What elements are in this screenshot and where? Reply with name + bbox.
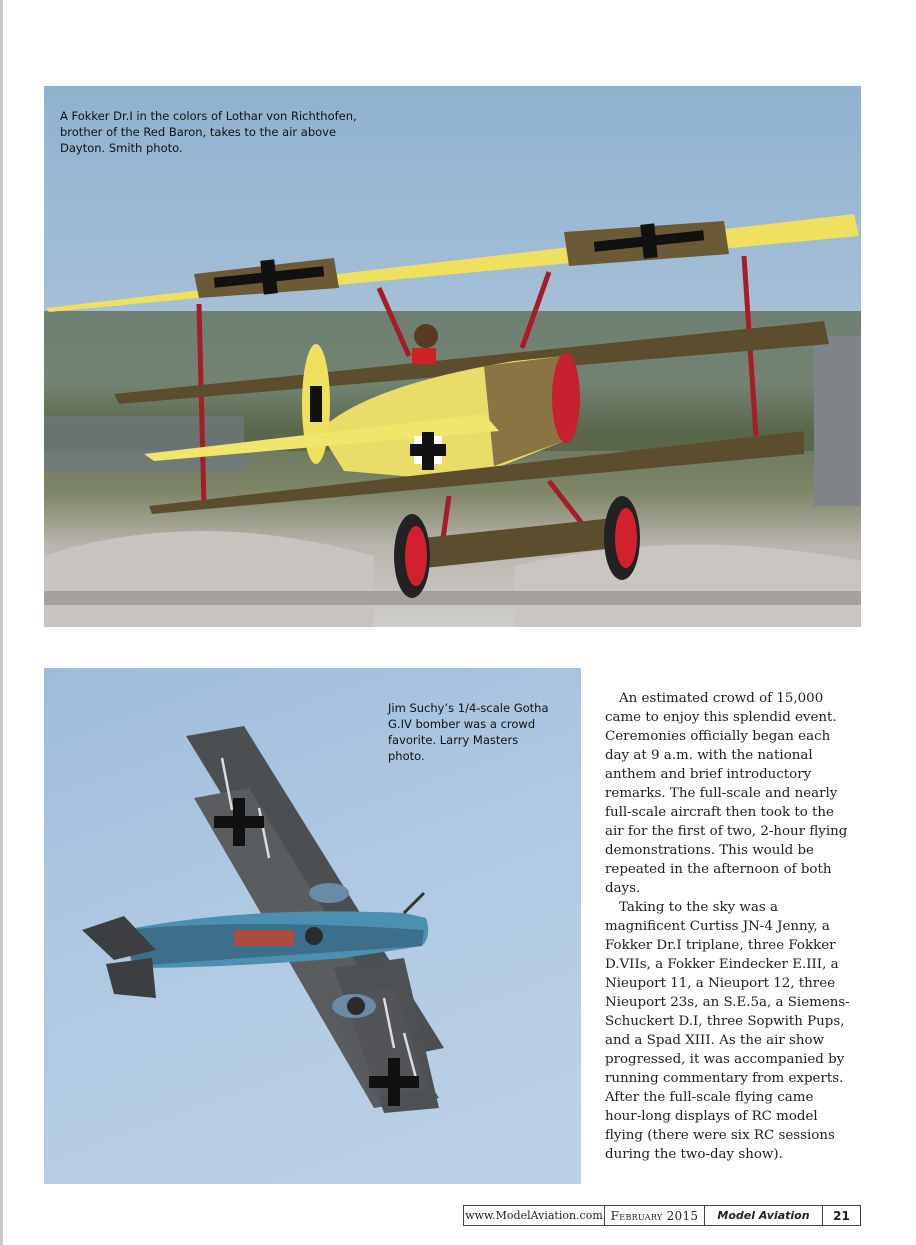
footer-page-number: 21 [833,1208,850,1223]
article-body [605,689,850,1164]
page-edge-bar [0,0,3,1245]
footer-date: February 2015 [605,1206,705,1225]
article-paragraph-1: An estimated crowd of 15,000 came to enjoy this splendid event. Ceremonies officially began each day at 9 a.m. with the national anthem and brief introductory remarks. The full-scale and nearly full-scale aircraft then took to the air for the first of two, 2-hour flying demonstrations. This would be repeated in the afternoon of both days. [605,691,848,896]
bottom-photo-caption: Jim Suchy’s 1/4-scale Gotha G.IV bomber was a crowd favorite. Larry Masters photo. [388,701,549,763]
fokker-triplane-photo [44,86,861,627]
page-footer [463,1205,861,1226]
footer-magazine-name: Model Aviation [705,1206,823,1225]
top-photo-caption: A Fokker Dr.I in the colors of Lothar von Richthofen, brother of the Red Baron, takes to the air above Dayton. Smith photo. [60,109,357,155]
gotha-bomber-photo [44,668,581,1184]
article-paragraph-2: Taking to the sky was a magnificent Curtiss JN-4 Jenny, a Fokker Dr.I triplane, three Fokker D.VIIs, a Fokker Eindecker E.III, a Nieuport 11, a Nieuport 12, three Nieuport 23s, an S.E.5a, a Siemens-Schuckert D.I, three Sopwith Pups, and a Spad XIII. As the air show progressed, it was accompanied by running commentary from experts. After the full-scale flying came hour-long displays of RC model flying (there were six RC sessions during the two-day show). [605,900,850,1162]
fokker-triplane-illustration [44,86,861,627]
footer-url: www.ModelAviation.com [464,1206,605,1225]
